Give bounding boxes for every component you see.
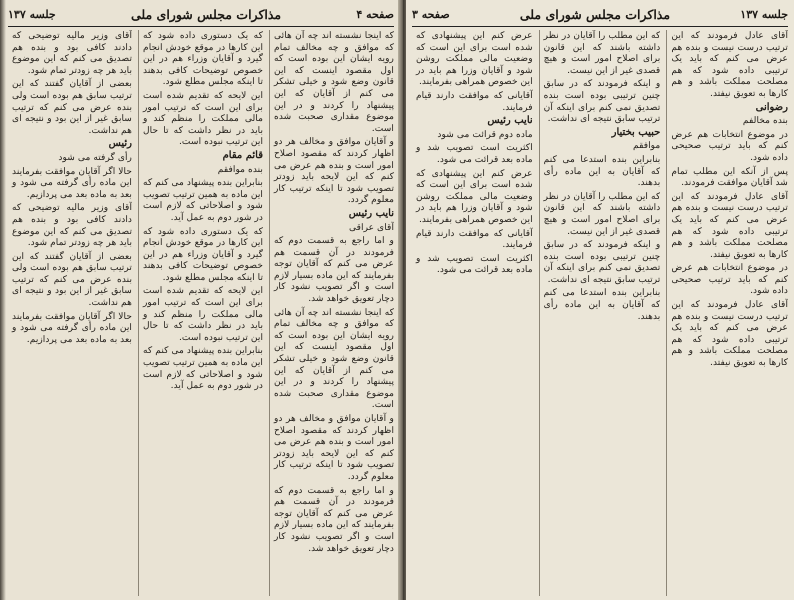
- paragraph: آقایانی که موافقت دارند قیام فرمایند.: [415, 227, 533, 251]
- right-page-header: [412, 4, 788, 24]
- paragraph: اکثریت است تصویب شد و ماده بعد قرائت می شود.: [415, 252, 533, 276]
- paragraph: در موضوع انتخابات هم عرض کنم که باید ترتیب صحیحی داده شود.: [671, 128, 788, 163]
- paragraph: بعضی از آقایان گفتند که این ترتیب سابق هم بوده است ولی بنده عرض می کنم که ترتیب سابق غیر از این بود و نتیجه ای هم نداشت.: [12, 250, 132, 309]
- paragraph: که یک دستوری داده شود که این کارها در موقع خودش انجام گیرد و آقایان وزراء هم در این خصوص توضیحات کافی بدهند تا اینکه مجلس مطلع شود.: [143, 225, 263, 283]
- text-column-2: [138, 30, 263, 596]
- paragraph: اکثریت است تصویب شد و ماده بعد قرائت می شود.: [415, 142, 533, 165]
- paragraph: بعضی از آقایان گفتند که این ترتیب سابق هم بوده است ولی بنده عرض می کنم که ترتیب سابق غیر از این بود و نتیجه ای هم نداشت.: [12, 78, 132, 136]
- speaker-text: موافقم: [632, 140, 661, 152]
- running-title: مذاکرات مجلس شورای ملی: [130, 6, 282, 22]
- paragraph: عرض کنم این پیشنهادی که شده است برای این است که وضعیت مالی مملکت روشن شود و آقایان وزرا هم باید در این خصوص همراهی بفرمایند.: [415, 30, 533, 88]
- paragraph: و اما راجع به قسمت دوم که فرمودند در آن قسمت هم عرض می کنم که آقایان توجه بفرمایند که این ماده بسیار لازم است و اگر تصویب نشود کار دچار تعویق خواهد شد.: [274, 484, 394, 554]
- page-number: صفحه ۳: [412, 7, 450, 21]
- header-rule: [412, 26, 788, 27]
- paragraph: حالا اگر آقایان موافقت بفرمایند این ماده رأی گرفته می شود و بعد به ماده بعد می پردازیم.: [12, 310, 132, 345]
- speaker-text: آقای عراقی: [348, 221, 394, 233]
- paragraph: بنابراین بنده پیشنهاد می کنم که این ماده به همین ترتیب تصویب شود و اصلاحاتی که لازم است در شور دوم به عمل آید.: [143, 345, 263, 392]
- text-column-3: [412, 30, 533, 596]
- paragraph: بنابراین بنده پیشنهاد می کنم که این ماده به همین ترتیب تصویب شود و اصلاحاتی که لازم است در شور دوم به عمل آید.: [143, 177, 263, 223]
- speaker-name: رئیس: [108, 138, 132, 150]
- paragraph: که یک دستوری داده شود که این کارها در موقع خودش انجام گیرد و آقایان وزراء هم در این خصوص توضیحات کافی بدهند تا اینکه مجلس مطلع شود.: [143, 30, 263, 88]
- paragraph: و اما راجع به قسمت دوم که فرمودند در آن قسمت هم عرض می کنم که آقایان توجه بفرمایند که این ماده بسیار لازم است و اگر تصویب نشود کار دچار تعویق خواهد شد.: [274, 235, 394, 305]
- text-column-1: [666, 30, 788, 596]
- left-page-header: [8, 4, 394, 24]
- left-page-columns: [8, 30, 394, 596]
- paragraph: و اینکه فرمودند که در سابق چنین ترتیبی بوده است بنده تصدیق نمی کنم برای اینکه آن ترتیب سابق نتیجه ای نداشت.: [543, 239, 661, 285]
- paragraph: که این مطلب را آقایان در نظر داشته باشند که این قانون برای اصلاح امور است و هیچ قصدی غیر از این نیست.: [543, 190, 661, 237]
- paragraph: آقای عادل فرمودند که این ترتیب درست نیست و بنده هم عرض می کنم که باید یک ترتیبی داده شود که هم مصلحت مملکت باشد و هم کارها به تعویق نیفتد.: [671, 30, 788, 99]
- paragraph: و اینکه فرمودند که در سابق چنین ترتیبی بوده است بنده تصدیق نمی کنم برای اینکه آن ترتیب سابق نتیجه ای نداشت.: [543, 78, 661, 125]
- text-column-1: [269, 30, 394, 596]
- text-column-3: [8, 30, 132, 596]
- speaker-name: نایب رئیس: [487, 115, 533, 127]
- speaker-text: بنده موافقم: [217, 163, 263, 175]
- paragraph: این لایحه که تقدیم شده است برای این است که ترتیب امور مالی مملکت را منظم کند و باید در نظر داشت که تا حال این ترتیب نبوده است.: [143, 89, 263, 148]
- paragraph: آقای وزیر مالیه توضیحی که دادند کافی بود و بنده هم تصدیق می کنم که این موضوع باید هر چه زودتر تمام شود.: [12, 202, 132, 249]
- right-page: [406, 0, 794, 600]
- paragraph: در موضوع انتخابات هم عرض کنم که باید ترتیب صحیحی داده شود.: [671, 262, 788, 297]
- speaker-text: رأی گرفته می شود: [58, 151, 132, 163]
- speaker-name: قائم مقام: [222, 149, 263, 161]
- paragraph: و آقایان موافق و مخالف هر دو اظهار کردند که مقصود اصلاح امور است و بنده هم عرض می کنم که این لایحه باید زودتر تصویب شود تا اینکه ترتیب کار معلوم گردد.: [274, 136, 394, 206]
- speaker-name: رضوانی: [755, 101, 788, 113]
- text-column-2: [539, 30, 661, 596]
- paragraph: که این مطلب را آقایان در نظر داشته باشند که این قانون برای اصلاح امور است و هیچ قصدی غیر از این نیست.: [543, 30, 661, 76]
- paragraph: که اینجا نشسته اند چه آن هائی که موافق و چه مخالف تمام رویه ایشان این بوده است که اول مقصود اینست که این قانون وضع شود و خیلی تشکر می کنم از آقایان که این پیشنهاد را کردند و در این موضوع مقداری صحبت شده است.: [274, 30, 394, 134]
- speaker-name: حبیب بختیار: [611, 126, 661, 138]
- right-page-columns: [412, 30, 788, 596]
- paragraph: و آقایان موافق و مخالف هر دو اظهار کردند که مقصود اصلاح امور است و بنده هم عرض می کنم که این لایحه باید زودتر تصویب شود تا اینکه ترتیب کار معلوم گردد.: [274, 413, 394, 482]
- paragraph: آقای عادل فرمودند که این ترتیب درست نیست و بنده هم عرض می کنم که باید یک ترتیبی داده شود که هم مصلحت مملکت باشد و هم کارها به تعویق نیفتد.: [671, 190, 788, 260]
- session-number: جلسه ۱۳۷: [740, 7, 788, 21]
- paragraph: که اینجا نشسته اند چه آن هائی که موافق و چه مخالف تمام رویه ایشان این بوده است که اول مقصود اینست که این قانون وضع شود و خیلی تشکر می کنم از آقایان که این پیشنهاد را کردند و در این موضوع مقداری صحبت شده است.: [274, 306, 394, 411]
- paragraph: بنابراین بنده استدعا می کنم که آقایان به این ماده رأی بدهند.: [543, 287, 661, 322]
- speaker-text: بنده مخالفم: [742, 115, 788, 127]
- paragraph: آقای عادل فرمودند که این ترتیب درست نیست و بنده هم عرض می کنم که باید یک ترتیبی داده شود که هم مصلحت مملکت باشد و هم کارها به تعویق نیفتد.: [671, 299, 788, 369]
- header-rule: [8, 26, 394, 27]
- page-number: صفحه ۴: [356, 7, 394, 21]
- paragraph: حالا اگر آقایان موافقت بفرمایند این ماده رأی گرفته می شود و بعد به ماده بعد می پردازیم.: [12, 165, 132, 200]
- paragraph: آقای وزیر مالیه توضیحی که دادند کافی بود و بنده هم تصدیق می کنم که این موضوع باید هر چه زودتر تمام شود.: [12, 30, 132, 76]
- session-number: جلسه ۱۳۷: [8, 7, 56, 21]
- paragraph: پس از آنکه این مطلب تمام شد آقایان موافقت فرمودند.: [671, 165, 788, 189]
- speaker-text: ماده دوم قرائت می شود: [437, 128, 533, 140]
- speaker-name: نایب رئیس: [348, 207, 394, 219]
- paragraph: عرض کنم این پیشنهادی که شده است برای این است که وضعیت مالی مملکت روشن شود و آقایان وزرا هم باید در این خصوص همراهی بفرمایند.: [415, 167, 533, 225]
- paragraph: آقایانی که موافقت دارند قیام فرمایند.: [415, 89, 533, 113]
- paragraph: بنابراین بنده استدعا می کنم که آقایان به این ماده رأی بدهند.: [543, 153, 661, 189]
- paragraph: این لایحه که تقدیم شده است برای این است که ترتیب امور مالی مملکت را منظم کند و باید در نظر داشت که تا حال این ترتیب نبوده است.: [143, 285, 263, 343]
- running-title: مذاکرات مجلس شورای ملی: [519, 6, 671, 22]
- page-edge-shadow: [0, 0, 6, 600]
